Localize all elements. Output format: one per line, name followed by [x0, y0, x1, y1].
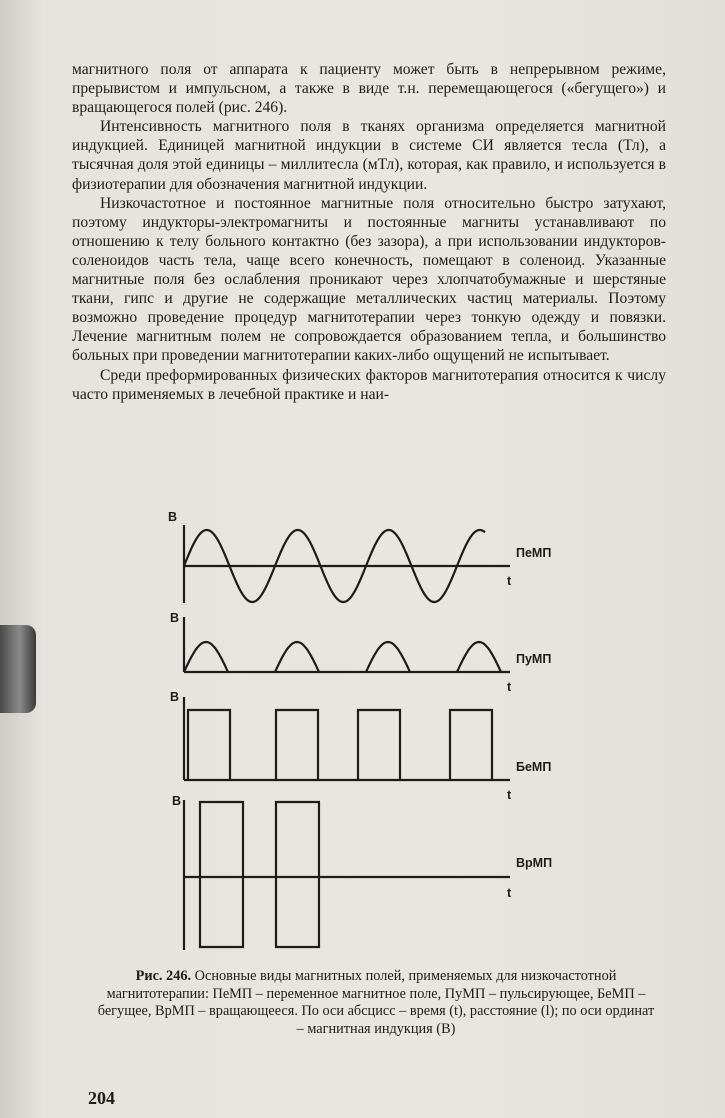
- figure-caption: [96, 968, 656, 1038]
- paragraph-1: магнитного поля от аппарата к пациенту может быть в непрерывном режиме, прерывистом и импульсном, а также в виде т.н. перемещающегося («бегущего») и вращающегося полей (рис. 246).: [72, 61, 666, 117]
- paragraph-4: Среди преформированных физических факторов магнитотерапия относится к числу часто применяемых в лечебной практике и наи-: [72, 366, 666, 403]
- caption-number: Рис. 246.: [135, 968, 192, 984]
- panel3-y-label: B: [170, 690, 180, 704]
- panel4-solid-pulse-1: [200, 802, 243, 947]
- panel2-label: ПуМП: [516, 652, 552, 666]
- panel3-x-label: t: [507, 788, 512, 802]
- body-text: [72, 60, 666, 404]
- binder-clip: [0, 625, 36, 713]
- panel3-rectangular-pulses: [188, 710, 492, 780]
- panel-rotating-field: [184, 800, 510, 950]
- panel4-x-label: t: [507, 886, 512, 900]
- panel3-label: БеМП: [516, 760, 552, 774]
- panel1-label: ПеМП: [516, 546, 552, 560]
- panel4-solid-pulse-2: [276, 802, 319, 947]
- magnetic-field-waveforms-figure: [160, 505, 580, 965]
- paragraph-2: Интенсивность магнитного поля в тканях организма определяется магнитной индукцией. Единицей магнитной индукции в системе СИ является тесла (Тл), а тысячная доля этой единицы – миллитесла (мТл), которая, как правило, и используется в физиотерапии для обозначения магнитной индукции.: [72, 118, 666, 193]
- panel1-x-label: t: [507, 574, 512, 588]
- panel-running-field: [184, 697, 510, 780]
- paragraph-3: Низкочастотное и постоянное магнитные поля относительно быстро затухают, поэтому индукторы-электромагниты и постоянные магниты устанавливают по отношению к телу больного контактно (без зазора), а при использовании индукторов-соленоидов часть тела, чаще всего конечность, помещают в соленоид. Указанные магнитные поля без ослабления проникают через хлопчатобумажные и шерстяные ткани, гипс и другие не содержащие металлических частиц материалы. Поэтому возможно проведение процедур магнитотерапии через тонкую одежду и повязки. Лечение магнитным полем не сопровождается образованием тепла, и большинство больных при проведении магнитотерапии каких-либо ощущений не испытывает.: [72, 194, 666, 365]
- panel-pulsating-field: [184, 617, 510, 672]
- panel4-y-label: B: [172, 794, 182, 808]
- panel2-x-label: t: [507, 680, 512, 694]
- panel-alternating-field: [184, 525, 510, 603]
- panel2-pulse-humps: [184, 642, 501, 672]
- panel4-dashed-overlay: [200, 802, 319, 947]
- panel4-label: ВрМП: [516, 856, 553, 870]
- page-number: 204: [88, 1088, 115, 1108]
- panel2-y-label: B: [170, 611, 180, 625]
- caption-text: Основные виды магнитных полей, применяемых для низкочастотной магнитотерапии: ПеМП – переменное магнитное поле, ПуМП – пульсирующее, БеМП – бегущее, ВрМП – вращающееся. По оси абсцисс – время (t), расстояние (l); по оси ординат – магнитная индукция (B): [97, 968, 655, 1037]
- panel1-y-label: B: [168, 510, 178, 524]
